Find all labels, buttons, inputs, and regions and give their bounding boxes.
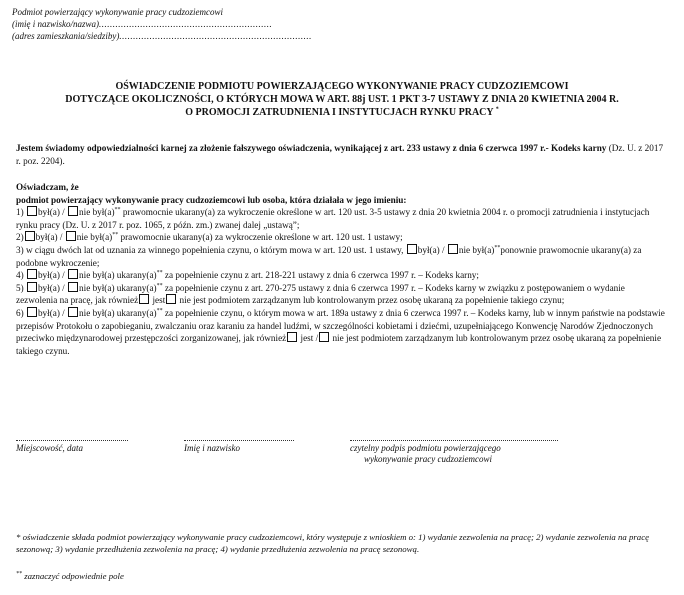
header-name-field: (imię i nazwisko/nazwa)............................................................... xyxy=(12,19,273,29)
signature-field[interactable] xyxy=(350,440,558,465)
title-line-3: O PROMOCJI ZATRUDNIENIA I INSTYTUCJACH RYNKU PRACY * xyxy=(185,106,499,118)
item-2-was-checkbox[interactable] xyxy=(25,231,35,241)
item-5-is-checkbox[interactable] xyxy=(139,294,149,304)
item-6-was-checkbox[interactable] xyxy=(27,307,37,317)
declaration-body xyxy=(16,181,668,357)
full-name-label: Imię i nazwisko xyxy=(184,443,240,453)
liability-citation: (Dz. U. z 2017 r. poz. 2204). xyxy=(16,143,664,166)
full-name-field[interactable] xyxy=(184,440,294,454)
title-line-1: OŚWIADCZENIE PODMIOTU POWIERZAJĄCEGO WYKONYWANIE PRACY CUDZOZIEMCOWI xyxy=(115,81,569,92)
item-6-is-checkbox[interactable] xyxy=(287,332,297,342)
item-6: 6) był(a) / nie był(a) ukarany(a)** za popełnienie czynu, o którym mowa w art. 189a ustawy z dnia 6 czerwca 1997 r. – Kodeks karny, lub w innym państwie na podstawie przepisów Protokołu o zapobieganiu, zwalczaniu oraz karaniu za handel ludźmi, w szczególności kobietami i dziećmi, uzupełniającego Konwencję Narodów Zjednoczonych przeciwko międzynarodowej przestępczości zorganizowanej, jak również jest / nie jest podmiotem zarządzanym lub kontrolowanym przez osobę ukaraną za popełnienie takiego czynu. xyxy=(16,307,665,356)
item-1-was-checkbox[interactable] xyxy=(27,206,37,216)
item-2-was-not-checkbox[interactable] xyxy=(66,231,76,241)
item-5: 5) był(a) / nie był(a) ukarany(a)** za popełnienie czynu z art. 270-275 ustawy z dnia 6 czerwca 1997 r. – Kodeks karny w związku z postępowaniem o wydanie zezwolenia na pracę, jak również jest nie jest podmiotem zarządzanym lub kontrolowanym przez osobę ukaraną za popełnienie takiego czynu; xyxy=(16,282,625,306)
item-3-was-checkbox[interactable] xyxy=(407,244,417,254)
item-6-is-not-checkbox[interactable] xyxy=(319,332,329,342)
place-date-label: Miejscowość, data xyxy=(16,443,83,453)
item-4-was-not-checkbox[interactable] xyxy=(68,269,78,279)
footnote-double-star: ** zaznaczyć odpowiednie pole xyxy=(16,571,124,581)
item-3: 3) w ciągu dwóch lat od uznania za winnego popełnienia czynu, o którym mowa w art. 120 ust. 1 ustawy, był(a) / nie był(a)**ponownie prawomocnie ukarany(a) za podobne wykroczenie; xyxy=(16,244,642,268)
liability-bold: Jestem świadomy odpowiedzialności karnej za złożenie fałszywego oświadczenia, wynikającej z art. 233 ustawy z dnia 6 czerwca 1997 r.- Kodeks karny xyxy=(16,143,607,153)
document-title xyxy=(0,80,684,119)
declare-heading: Oświadczam, że xyxy=(16,182,79,192)
item-6-was-not-checkbox[interactable] xyxy=(68,307,78,317)
item-2: 2) był(a) / nie był(a)** prawomocnie ukarany(a) za wykroczenie określone w art. 120 ust. 1 ustawy; xyxy=(16,232,403,243)
signature-label-2: wykonywanie pracy cudzoziemcowi xyxy=(364,454,492,464)
header-address-field: (adres zamieszkania/siedziby)...................................................................... xyxy=(12,31,312,41)
item-5-was-not-checkbox[interactable] xyxy=(68,282,78,292)
place-date-line xyxy=(16,440,128,441)
footnote-star: * oświadczenie składa podmiot powierzający wykonywanie pracy cudzoziemcowi, który występuje z wnioskiem o: 1) wydanie zezwolenia na pracę; 2) wydanie zezwolenia na pracę sezonową; 3) wydanie przedłużenia zezwolenia na pracę; 4) wydanie przedłużenia zezwolenia na pracę sezonową. xyxy=(16,532,650,554)
title-line-2: DOTYCZĄCE OKOLICZNOŚCI, O KTÓRYCH MOWA W ART. 88j UST. 1 PKT 3-7 USTAWY Z DNIA 20 KWIETNIA 2004 R. xyxy=(65,94,619,105)
declare-subject: podmiot powierzający wykonywanie pracy cudzoziemcowi lub osoba, która działała w jego imieniu: xyxy=(16,194,407,205)
full-name-line xyxy=(184,440,294,441)
signature-label-1: czytelny podpis podmiotu powierzającego xyxy=(350,443,501,453)
header-line-1: Podmiot powierzający wykonywanie pracy cudzoziemcowi xyxy=(12,7,223,17)
place-date-field[interactable] xyxy=(16,440,128,454)
signature-line xyxy=(350,440,558,441)
item-5-is-not-checkbox[interactable] xyxy=(166,294,176,304)
item-4: 4) był(a) / nie był(a) ukarany(a)** za popełnienie czynu z art. 218-221 ustawy z dnia 6 czerwca 1997 r. – Kodeks karny; xyxy=(16,270,479,281)
item-1-was-not-checkbox[interactable] xyxy=(68,206,78,216)
item-5-was-checkbox[interactable] xyxy=(27,282,37,292)
employer-header xyxy=(12,6,312,42)
liability-statement xyxy=(16,142,668,167)
item-3-was-not-checkbox[interactable] xyxy=(448,244,458,254)
item-1: 1) był(a) / nie był(a)** prawomocnie ukarany(a) za wykroczenie określone w art. 120 ust. 3-5 ustawy z dnia 20 kwietnia 2004 r. o promocji zatrudnienia i instytucjach rynku pracy (Dz. U. z 2017 r. poz. 1065, z późn. zm.) zwanej dalej „ustawą”; xyxy=(16,207,650,230)
item-4-was-checkbox[interactable] xyxy=(27,269,37,279)
